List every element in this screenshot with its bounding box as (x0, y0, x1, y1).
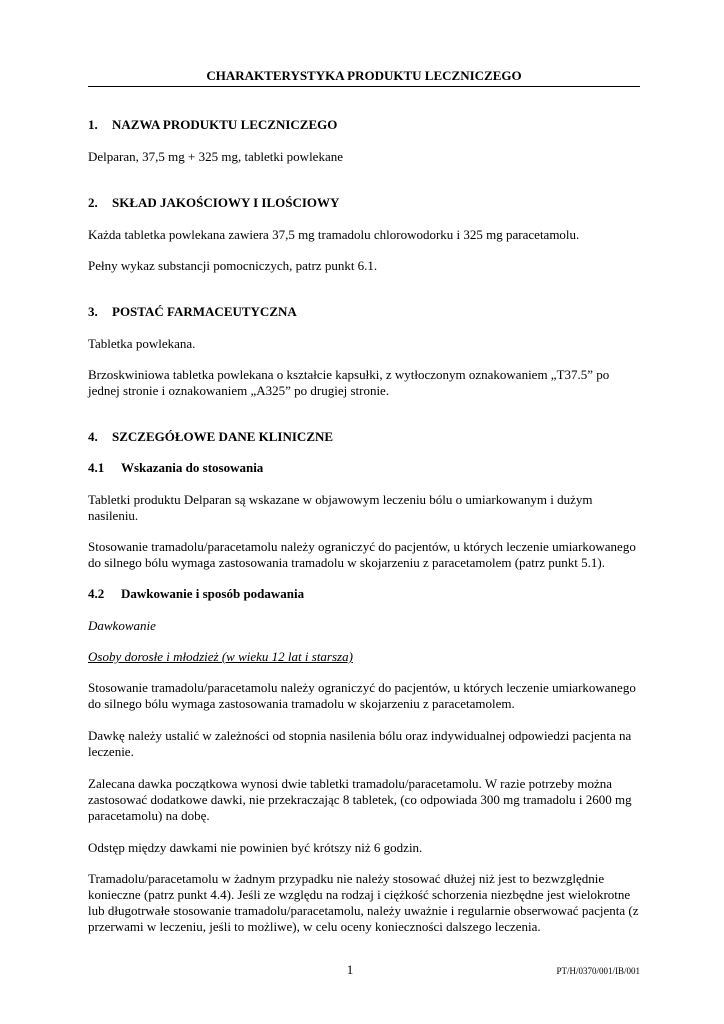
indications-paragraph: Tabletki produktu Delparan są wskazane w objawowym leczeniu bólu o umiarkowanym i dużym nasileniu. (88, 492, 593, 523)
subsection-title: Wskazania do stosowania (121, 460, 264, 475)
document-title: CHARAKTERYSTYKA PRODUKTU LECZNICZEGO (206, 68, 522, 83)
document-code: PT/H/0370/001/IB/001 (556, 966, 640, 976)
section-title: SKŁAD JAKOŚCIOWY I ILOŚCIOWY (112, 195, 340, 210)
subsection-4-1-heading (88, 460, 640, 476)
treatment-duration-paragraph: Tramadolu/paracetamolu w żadnym przypadku nie należy stosować dłużej niż jest to bezwzględnie konieczne (patrz punkt 4.4). Jeśli ze względu na rodzaj i ciężkość schorzenia niezbędne jest wielokrotne lub długotrwałe stosowanie tramadolu/paracetamolu, należy uważnie i regularnie obserwować pacjenta (z przerwami w leczeniu, jeśli to możliwe), w celu oceny konieczności dalszego leczenia. (88, 871, 639, 934)
dosage-restriction-paragraph: Stosowanie tramadolu/paracetamolu należy ograniczyć do pacjentów, u których leczenie umiarkowanego do silnego bólu wymaga zastosowania tramadolu w skojarzeniu z paracetamolem. (88, 680, 636, 711)
dose-interval-paragraph: Odstęp między dawkami nie powinien być krótszy niż 6 godzin. (88, 840, 423, 855)
subsection-number: 4.2 (88, 586, 105, 601)
document-body (88, 117, 640, 935)
title-underline (88, 86, 640, 87)
section-number: 1. (88, 117, 98, 132)
population-subheading: Osoby dorosłe i młodzież (w wieku 12 lat i starsza) (88, 649, 353, 664)
composition-paragraph: Każda tabletka powlekana zawiera 37,5 mg tramadolu chlorowodorku i 325 mg paracetamolu. (88, 227, 580, 242)
indications-restriction-paragraph: Stosowanie tramadolu/paracetamolu należy ograniczyć do pacjentów, u których leczenie umiarkowanego do silnego bólu wymaga zastosowania tramadolu w skojarzeniu z paracetamolem (patrz punkt 5.1). (88, 539, 636, 570)
section-1-heading (88, 117, 640, 133)
section-number: 2. (88, 195, 98, 210)
section-title: NAZWA PRODUKTU LECZNICZEGO (112, 117, 338, 132)
section-number: 4. (88, 429, 98, 444)
section-title: POSTAĆ FARMACEUTYCZNA (112, 304, 297, 319)
product-name-paragraph: Delparan, 37,5 mg + 325 mg, tabletki powlekane (88, 149, 343, 164)
page-number: 1 (346, 962, 354, 977)
section-number: 3. (88, 304, 98, 319)
subsection-4-2-heading (88, 586, 640, 602)
dosage-subheading: Dawkowanie (88, 618, 156, 633)
excipients-paragraph: Pełny wykaz substancji pomocniczych, patrz punkt 6.1. (88, 258, 378, 273)
form-paragraph: Tabletka powlekana. (88, 336, 196, 351)
starting-dose-paragraph: Zalecana dawka początkowa wynosi dwie tabletki tramadolu/paracetamolu. W razie potrzeby można zastosować dodatkowe dawki, nie przekraczając 8 tabletek, (co odpowiada 300 mg tramadolu i 2600 mg paracetamolu) na dobę. (88, 776, 632, 823)
dose-adjustment-paragraph: Dawkę należy ustalić w zależności od stopnia nasilenia bólu oraz indywidualnej odpowiedzi pacjenta na leczenie. (88, 728, 632, 759)
section-4-heading (88, 429, 640, 445)
section-2-heading (88, 195, 640, 211)
section-3-heading (88, 304, 640, 320)
subsection-title: Dawkowanie i sposób podawania (121, 586, 305, 601)
section-title: SZCZEGÓŁOWE DANE KLINICZNE (112, 429, 334, 444)
tablet-description-paragraph: Brzoskwiniowa tabletka powlekana o kształcie kapsułki, z wytłoczonym oznakowaniem „T37.5” po jednej stronie i oznakowaniem „A325” po drugiej stronie. (88, 367, 610, 398)
subsection-number: 4.1 (88, 460, 105, 475)
